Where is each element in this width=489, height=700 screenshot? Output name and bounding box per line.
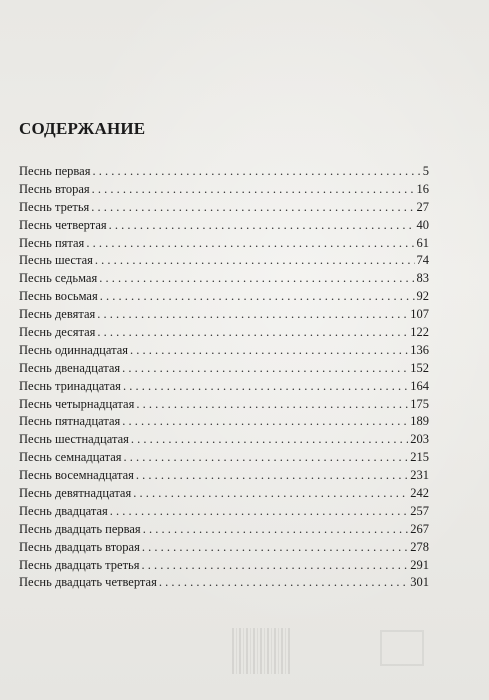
toc-entry-title: Песнь двенадцатая: [19, 360, 121, 375]
toc-entry-page: 291: [410, 557, 429, 572]
toc-entry-title: Песнь двадцать четвертая: [19, 575, 157, 590]
toc-entry-title: Песнь десятая: [19, 325, 96, 340]
toc-entry-title: Песнь семнадцатая: [19, 450, 122, 465]
toc-entry-title: Песнь девятая: [19, 307, 96, 322]
toc-entry-title: Песнь девятнадцатая: [19, 486, 132, 501]
dot-leader: [97, 306, 408, 324]
dot-leader: [122, 360, 408, 378]
toc-entry: [19, 503, 429, 521]
toc-entry-title: Песнь двадцатая: [19, 503, 108, 518]
toc-entry-page: 267: [410, 521, 429, 536]
dot-leader: [141, 557, 408, 575]
dot-leader: [110, 503, 408, 521]
toc-entry-title: Песнь одиннадцатая: [19, 342, 129, 357]
toc-entry-page: 16: [416, 181, 429, 196]
toc-entry-page: 74: [416, 253, 429, 268]
dot-leader: [91, 199, 414, 217]
toc-entry: [19, 235, 429, 253]
toc-entry-title: Песнь четвертая: [19, 217, 107, 232]
toc-entry-page: 257: [410, 503, 429, 518]
toc-entry: [19, 557, 429, 575]
dot-leader: [97, 324, 408, 342]
toc-entry: [19, 217, 429, 235]
toc-entry-title: Песнь двадцать третья: [19, 557, 140, 572]
toc-entry-title: Песнь восьмая: [19, 289, 98, 304]
toc-entry-title: Песнь двадцать первая: [19, 521, 141, 536]
toc-entry: [19, 431, 429, 449]
dot-leader: [136, 396, 408, 414]
toc-entry-page: 301: [410, 575, 429, 590]
table-of-contents: [19, 163, 429, 592]
toc-entry-page: 5: [422, 164, 429, 178]
dot-leader: [92, 181, 415, 199]
dot-leader: [99, 270, 414, 288]
toc-entry: [19, 342, 429, 360]
toc-entry-page: 242: [410, 486, 429, 501]
dot-leader: [95, 252, 415, 270]
toc-entry-title: Песнь шестнадцатая: [19, 432, 129, 447]
toc-entry-page: 92: [416, 289, 429, 304]
toc-entry-title: Песнь пятнадцатая: [19, 414, 121, 429]
toc-entry-title: Песнь четырнадцатая: [19, 396, 135, 411]
toc-entry: [19, 521, 429, 539]
toc-entry-title: Песнь вторая: [19, 181, 90, 196]
dot-leader: [136, 467, 408, 485]
toc-entry-page: 40: [416, 217, 429, 232]
dot-leader: [124, 449, 409, 467]
toc-entry-page: 27: [416, 199, 429, 214]
toc-entry-title: Песнь восемнадцатая: [19, 468, 134, 483]
dot-leader: [143, 521, 409, 539]
toc-entry-page: 278: [410, 539, 429, 554]
dot-leader: [86, 235, 414, 253]
toc-entry-page: 215: [410, 450, 429, 465]
dot-leader: [142, 539, 408, 557]
toc-entry: [19, 360, 429, 378]
dot-leader: [133, 485, 408, 503]
toc-entry-page: 231: [410, 468, 429, 483]
toc-entry-page: 152: [410, 360, 429, 375]
toc-entry: [19, 485, 429, 503]
toc-entry-page: 136: [410, 342, 429, 357]
bleed-through-box: [380, 630, 424, 666]
dot-leader: [130, 342, 408, 360]
toc-entry: [19, 449, 429, 467]
toc-entry-title: Песнь первая: [19, 164, 91, 178]
toc-entry: [19, 163, 429, 181]
toc-entry-page: 189: [410, 414, 429, 429]
dot-leader: [131, 431, 408, 449]
toc-entry-page: 175: [410, 396, 429, 411]
toc-entry-page: 122: [410, 325, 429, 340]
toc-entry: [19, 288, 429, 306]
dot-leader: [109, 217, 415, 235]
toc-entry-page: 164: [410, 378, 429, 393]
toc-entry: [19, 306, 429, 324]
toc-entry-page: 107: [410, 307, 429, 322]
toc-entry: [19, 252, 429, 270]
toc-entry-page: 61: [416, 235, 429, 250]
toc-entry: [19, 396, 429, 414]
toc-entry-title: Песнь седьмая: [19, 271, 98, 286]
toc-entry: [19, 467, 429, 485]
page-title: СОДЕРЖАНИЕ: [19, 119, 146, 138]
toc-entry-title: Песнь двадцать вторая: [19, 539, 140, 554]
bleed-through-barcode: [232, 628, 290, 674]
toc-entry: [19, 270, 429, 288]
toc-entry: [19, 181, 429, 199]
dot-leader: [122, 413, 408, 431]
toc-entry-title: Песнь третья: [19, 199, 90, 214]
toc-entry: [19, 324, 429, 342]
toc-entry: [19, 199, 429, 217]
dot-leader: [92, 163, 420, 181]
toc-entry-page: 203: [410, 432, 429, 447]
toc-entry-title: Песнь пятая: [19, 235, 85, 250]
toc-entry: [19, 574, 429, 592]
toc-entry-page: 83: [416, 271, 429, 286]
toc-entry: [19, 413, 429, 431]
dot-leader: [159, 574, 408, 592]
dot-leader: [100, 288, 415, 306]
toc-entry-title: Песнь тринадцатая: [19, 378, 121, 393]
toc-entry: [19, 378, 429, 396]
dot-leader: [123, 378, 408, 396]
toc-entry: [19, 539, 429, 557]
toc-entry-title: Песнь шестая: [19, 253, 93, 268]
